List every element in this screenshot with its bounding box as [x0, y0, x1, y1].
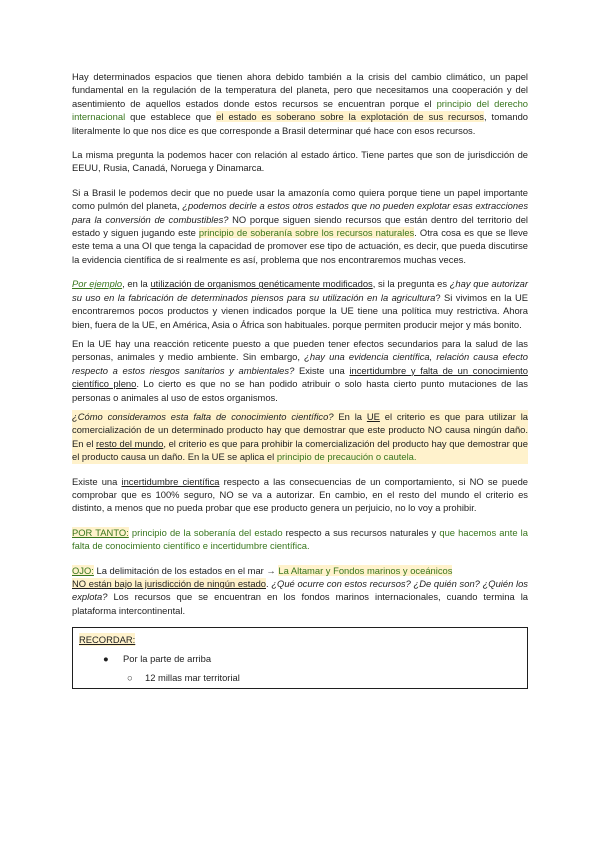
underlined-text: incertidumbre científica	[121, 475, 220, 487]
underlined-text: resto del mundo	[96, 437, 164, 449]
sub-list-item-label: 12 millas mar territorial	[145, 672, 240, 684]
underlined-text: NO están bajo la jurisdicción de ningún estado	[72, 578, 266, 589]
reminder-title: RECORDAR:	[79, 634, 136, 646]
text: NO porque siguen siendo recursos que están dentro del territorio del estado y siguen jugando este	[72, 213, 529, 239]
text: respecto a las consecuencias de un comportamiento, si NO se puede comprobar que es 100% seguro, NO se va a autorizar. En cambio, en el resto del mundo el criterio es distinto, a menos que no pueda probar que ese producto genera un perjuicio, no lo voy a prohibir.	[72, 475, 528, 514]
paragraph-8	[72, 526, 528, 553]
text: La misma pregunta la podemos hacer con relación al estado ártico. Tiene partes que son de jurisdicción de EEUU, Rusia, Canadá, Noruega y Dinamarca.	[72, 149, 528, 174]
paragraph-3	[72, 186, 528, 266]
paragraph-7	[72, 475, 528, 515]
green-text: La Altamar y Fondos marinos y oceánicos	[278, 564, 453, 576]
text: La delimitación de los estados en el mar →	[93, 564, 279, 576]
green-text: Por ejemplo	[72, 278, 123, 290]
paragraph-9	[72, 564, 528, 618]
green-text: principio de precaución o cautela.	[276, 451, 417, 463]
italic-question: ¿Qué ocurre con estos recursos? ¿De quién son? ¿Quién los explota?	[72, 578, 528, 603]
highlighted-text: el estado es soberano sobre la explotación de sus recursos	[216, 111, 484, 123]
green-text: que hacemos ante la falta de conocimiento científico e incertidumbre científica.	[72, 526, 528, 552]
circle-bullet-icon: ○	[127, 672, 133, 684]
underlined-text: UE	[366, 410, 380, 422]
text: Los recursos que se encuentran en los fondos marinos internacionales, cuando termina la plataforma intercontinental.	[72, 591, 528, 616]
text: , si la pregunta es	[372, 278, 450, 290]
list-item	[103, 652, 521, 665]
paragraph-1	[72, 70, 528, 137]
text: En la UE hay una reacción reticente puesto a que pueden tener efectos secundarios para la salud de las personas, animales y medio ambiente. Sin embargo,	[72, 337, 528, 363]
green-text: principio del derecho internacional	[72, 97, 528, 123]
text: . Otra cosa es que se lleve este tema a una OI que tenga la capacidad de promover ese tipo de actuación, es decir, que pueda discutirse la evidencia científica de si realmente es así, problema que nos encontraremos muchas veces.	[72, 227, 528, 265]
reminder-box	[72, 627, 528, 689]
text: Existe una	[72, 475, 122, 487]
paragraph-4	[72, 277, 528, 331]
underlined-text: incertidumbre y falta de un conocimiento científico pleno	[72, 364, 528, 390]
paragraph-2	[72, 148, 528, 175]
text: , tomando literalmente lo que nos dice es que corresponde a Brasil determinar qué hace con esos recursos.	[72, 111, 528, 136]
text: respecto a sus recursos naturales y	[282, 526, 440, 538]
green-text: principio de la soberanía del estado	[128, 526, 283, 538]
text: . Lo cierto es que no se han podido atribuir o solo hasta cierto punto mutaciones de las personas o animales al uso de estos organismos.	[72, 378, 528, 403]
text: Hay determinados espacios que tienen ahora debido también a la crisis del cambio climático, un papel fundamental en la regulación de la temperatura del planeta, pero que necesitamos una cooperación y del asentimiento de aquellos estados donde estos recursos se encuentran porque el	[72, 71, 528, 109]
paragraph-5	[72, 337, 528, 404]
text: el criterio es que para utilizar la comercialización de un determinado producto hay que demostrar que este producto NO causa ningún daño. En el	[72, 410, 529, 449]
underlined-text: utilización de organismos genéticamente modificados	[150, 278, 373, 290]
text: Si a Brasil le podemos decir que no puede usar la amazonía como quiera porque tiene un papel importante como pulmón del planeta,	[72, 186, 528, 212]
italic-question: ¿hay una evidencia científica, relación causa efecto respecto a estos riesgos sanitarios y ambientales?	[72, 351, 528, 376]
text: Existe una	[294, 364, 350, 376]
document-body	[72, 70, 528, 689]
list-item-label: Por la parte de arriba	[123, 653, 212, 665]
text: ? Si vivimos en la UE encontraremos pocos productos y vienen indicados porque la UE tiene una política muy restrictiva. Ahora bien, fuera de la UE, en América, Asia o África son habituales. porque permiten producir mejor y más bonito.	[72, 291, 529, 330]
text: En la	[333, 410, 367, 422]
italic-question: ¿Cómo consideramos esta falta de conocimiento científico?	[72, 410, 334, 422]
text: .	[266, 578, 272, 589]
bullet-icon: ●	[103, 653, 109, 665]
highlighted-label: OJO:	[72, 564, 94, 576]
highlighted-text: principio de soberanía sobre los recursos naturales	[198, 227, 415, 239]
italic-question: ¿podemos decirle a estos otros estados que no pueden explotar esas extracciones para la conversión de combustibles?	[72, 200, 529, 225]
text: , el criterio es que para prohibir la comercialización del producto hay que demostrar que el producto causa un daño. En la UE se aplica el	[72, 437, 528, 463]
sub-list-item	[127, 671, 521, 684]
highlighted-label: POR TANTO:	[72, 526, 129, 538]
text: , en la	[122, 278, 151, 290]
paragraph-6	[72, 410, 528, 464]
italic-question: ¿hay que autorizar su uso en la fabricación de determinados piensos para su utilización en la agricultura	[72, 278, 528, 303]
text: que establece que	[125, 111, 217, 123]
